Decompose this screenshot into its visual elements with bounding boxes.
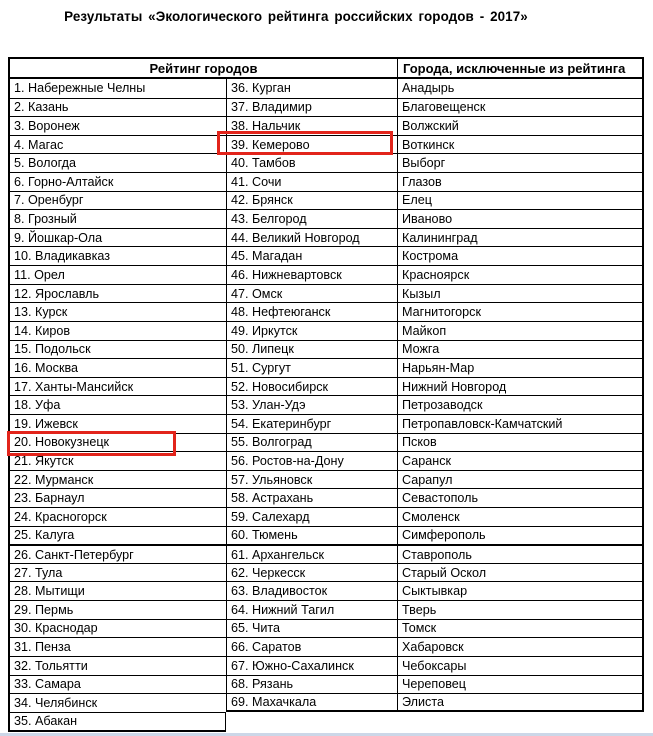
excluded-cell-23: Севастополь — [397, 488, 644, 507]
excluded-cell-22: Сарапул — [397, 470, 644, 489]
excluded-cell-4: Воткинск — [397, 135, 644, 154]
rating-cell-15: 15. Подольск — [8, 340, 226, 359]
excluded-cell-1: Анадырь — [397, 79, 644, 98]
excluded-cell-34: Элиста — [397, 693, 644, 712]
rating-cell-33: 33. Самара — [8, 675, 226, 694]
rating-cell-36: 36. Курган — [226, 79, 397, 98]
rating-cell-52: 52. Новосибирск — [226, 377, 397, 396]
rating-cell-31: 31. Пенза — [8, 637, 226, 656]
rating-cell-32: 32. Тольятти — [8, 656, 226, 675]
empty-cell — [226, 712, 397, 732]
rating-cell-39: 39. Кемерово — [226, 135, 397, 154]
rating-cell-34: 34. Челябинск — [8, 693, 226, 712]
rating-cell-45: 45. Магадан — [226, 246, 397, 265]
rating-cell-63: 63. Владивосток — [226, 581, 397, 600]
rating-cell-48: 48. Нефтеюганск — [226, 302, 397, 321]
excluded-cell-15: Можга — [397, 340, 644, 359]
excluded-cell-26: Ставрополь — [397, 544, 644, 563]
excluded-cell-12: Кызыл — [397, 284, 644, 303]
rating-cell-47: 47. Омск — [226, 284, 397, 303]
rating-cell-1: 1. Набережные Челны — [8, 79, 226, 98]
rating-cell-3: 3. Воронеж — [8, 116, 226, 135]
excluded-cell-16: Нарьян-Мар — [397, 358, 644, 377]
rating-cell-46: 46. Нижневартовск — [226, 265, 397, 284]
rating-cell-25: 25. Калуга — [8, 526, 226, 545]
rating-cell-20: 20. Новокузнецк — [8, 433, 226, 452]
rating-cell-59: 59. Салехард — [226, 507, 397, 526]
rating-cell-21: 21. Якутск — [8, 451, 226, 470]
excluded-cell-29: Тверь — [397, 600, 644, 619]
rating-cell-68: 68. Рязань — [226, 675, 397, 694]
rating-cell-2: 2. Казань — [8, 98, 226, 117]
excluded-cell-2: Благовещенск — [397, 98, 644, 117]
excluded-cell-7: Елец — [397, 191, 644, 210]
excluded-cell-8: Иваново — [397, 209, 644, 228]
excluded-cell-32: Чебоксары — [397, 656, 644, 675]
rating-cell-67: 67. Южно-Сахалинск — [226, 656, 397, 675]
rating-cell-51: 51. Сургут — [226, 358, 397, 377]
rating-cell-5: 5. Вологда — [8, 153, 226, 172]
excluded-cell-19: Петропавловск-Камчатский — [397, 414, 644, 433]
highlight-box-rank-39 — [217, 131, 393, 155]
header-excluded: Города, исключенные из рейтинга — [397, 57, 644, 79]
rating-cell-56: 56. Ростов-на-Дону — [226, 451, 397, 470]
excluded-cell-24: Смоленск — [397, 507, 644, 526]
rating-cell-62: 62. Черкесск — [226, 563, 397, 582]
rating-cell-12: 12. Ярославль — [8, 284, 226, 303]
rating-cell-22: 22. Мурманск — [8, 470, 226, 489]
rating-cell-10: 10. Владикавказ — [8, 246, 226, 265]
rating-cell-8: 8. Грозный — [8, 209, 226, 228]
rating-cell-16: 16. Москва — [8, 358, 226, 377]
cities-table — [8, 57, 644, 732]
empty-cell — [397, 712, 644, 732]
rating-cell-28: 28. Мытищи — [8, 581, 226, 600]
excluded-cell-31: Хабаровск — [397, 637, 644, 656]
rating-cell-40: 40. Тамбов — [226, 153, 397, 172]
excluded-cell-21: Саранск — [397, 451, 644, 470]
rating-cell-23: 23. Барнаул — [8, 488, 226, 507]
rating-cell-60: 60. Тюмень — [226, 526, 397, 545]
rating-cell-69: 69. Махачкала — [226, 693, 397, 712]
excluded-cell-20: Псков — [397, 433, 644, 452]
rating-cell-65: 65. Чита — [226, 619, 397, 638]
excluded-cell-11: Красноярск — [397, 265, 644, 284]
rating-cell-17: 17. Ханты-Мансийск — [8, 377, 226, 396]
rating-cell-53: 53. Улан-Удэ — [226, 395, 397, 414]
excluded-cell-13: Магнитогорск — [397, 302, 644, 321]
rating-cell-4: 4. Магас — [8, 135, 226, 154]
rating-cell-24: 24. Красногорск — [8, 507, 226, 526]
page-title: Результаты «Экологического рейтинга российских городов - 2017» — [64, 9, 528, 24]
excluded-cell-14: Майкоп — [397, 321, 644, 340]
cities-table-wrap — [8, 57, 644, 732]
rating-cell-29: 29. Пермь — [8, 600, 226, 619]
rating-cell-13: 13. Курск — [8, 302, 226, 321]
excluded-cell-5: Выборг — [397, 153, 644, 172]
rating-cell-35: 35. Абакан — [8, 712, 226, 732]
rating-cell-30: 30. Краснодар — [8, 619, 226, 638]
rating-cell-37: 37. Владимир — [226, 98, 397, 117]
excluded-cell-6: Глазов — [397, 172, 644, 191]
excluded-cell-17: Нижний Новгород — [397, 377, 644, 396]
excluded-cell-10: Кострома — [397, 246, 644, 265]
rating-cell-54: 54. Екатеринбург — [226, 414, 397, 433]
rating-cell-7: 7. Оренбург — [8, 191, 226, 210]
excluded-cell-30: Томск — [397, 619, 644, 638]
header-rating: Рейтинг городов — [8, 57, 397, 79]
rating-cell-14: 14. Киров — [8, 321, 226, 340]
excluded-cell-28: Сыктывкар — [397, 581, 644, 600]
excluded-cell-33: Череповец — [397, 675, 644, 694]
rating-cell-55: 55. Волгоград — [226, 433, 397, 452]
rating-cell-58: 58. Астрахань — [226, 488, 397, 507]
rating-cell-6: 6. Горно-Алтайск — [8, 172, 226, 191]
rating-cell-57: 57. Ульяновск — [226, 470, 397, 489]
rating-cell-44: 44. Великий Новгород — [226, 228, 397, 247]
rating-cell-27: 27. Тула — [8, 563, 226, 582]
excluded-cell-18: Петрозаводск — [397, 395, 644, 414]
excluded-cell-27: Старый Оскол — [397, 563, 644, 582]
excluded-cell-25: Симферополь — [397, 526, 644, 545]
rating-cell-66: 66. Саратов — [226, 637, 397, 656]
rating-cell-49: 49. Иркутск — [226, 321, 397, 340]
rating-cell-19: 19. Ижевск — [8, 414, 226, 433]
excluded-cell-9: Калининград — [397, 228, 644, 247]
rating-cell-50: 50. Липецк — [226, 340, 397, 359]
excluded-cell-3: Волжский — [397, 116, 644, 135]
rating-cell-64: 64. Нижний Тагил — [226, 600, 397, 619]
rating-cell-11: 11. Орел — [8, 265, 226, 284]
rating-cell-42: 42. Брянск — [226, 191, 397, 210]
rating-cell-43: 43. Белгород — [226, 209, 397, 228]
rating-cell-41: 41. Сочи — [226, 172, 397, 191]
rating-cell-26: 26. Санкт-Петербург — [8, 544, 226, 563]
rating-cell-18: 18. Уфа — [8, 395, 226, 414]
rating-cell-9: 9. Йошкар-Ола — [8, 228, 226, 247]
rating-cell-38: 38. Нальчик — [226, 116, 397, 135]
rating-cell-61: 61. Архангельск — [226, 544, 397, 563]
